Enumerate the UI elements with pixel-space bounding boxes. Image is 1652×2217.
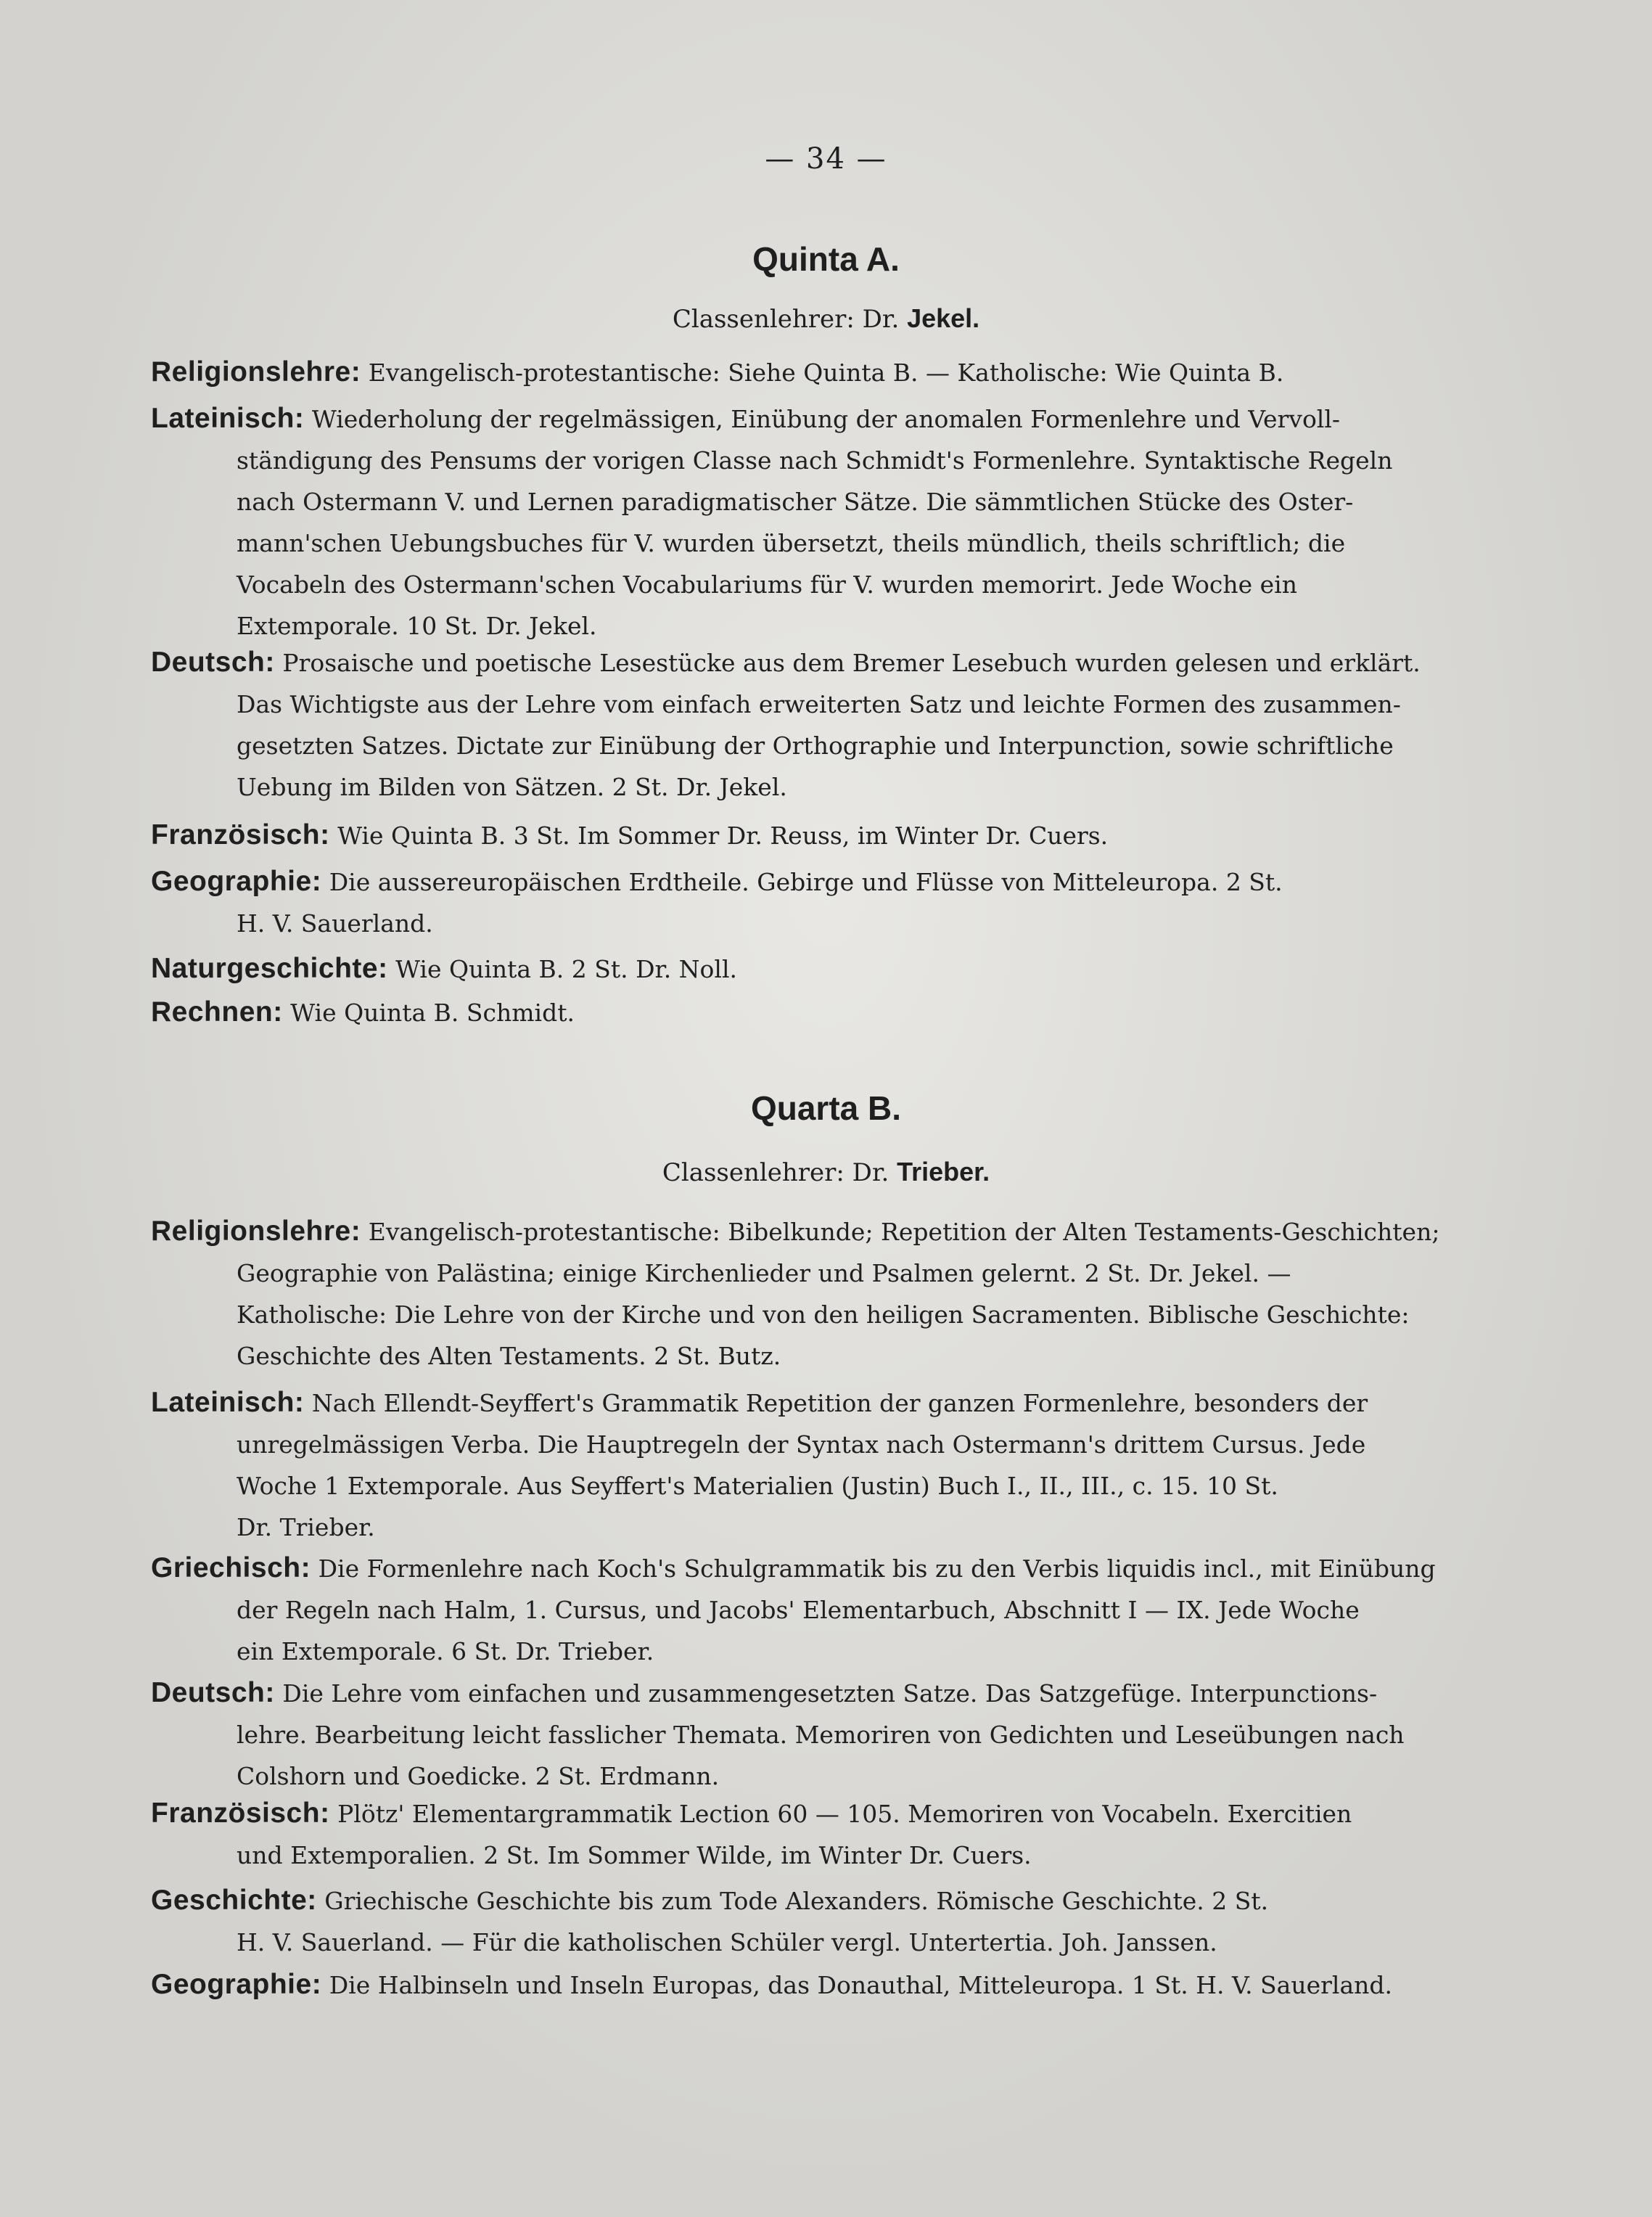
entry-franzoesisch [151, 814, 1537, 856]
subject-label: Religionslehre: [151, 1216, 361, 1247]
entry-line: Extemporale. 10 St. Dr. Jekel. [237, 612, 597, 640]
subject-label: Französisch: [151, 819, 330, 851]
subject-label: Geschichte: [151, 1885, 317, 1916]
entry-line: Wiederholung der regelmässigen, Einübung der anomalen Formenlehre und Vervoll- [311, 405, 1341, 433]
entry-naturgeschichte [151, 948, 1537, 990]
entry-line: Griechische Geschichte bis zum Tode Alexanders. Römische Geschichte. 2 St. [324, 1887, 1269, 1915]
entry-line: Die aussereuropäischen Erdtheile. Gebirge und Flüsse von Mitteleuropa. 2 St. [329, 868, 1283, 896]
teacher-label: Classenlehrer: Dr. [662, 1158, 889, 1187]
teacher-label: Classenlehrer: Dr. [672, 305, 900, 334]
subject-label: Lateinisch: [151, 1387, 305, 1418]
entry-line: Dr. Trieber. [237, 1513, 375, 1541]
entry-line: ständigung des Pensums der vorigen Classe nach Schmidt's Formenlehre. Syntaktische Regeln [237, 446, 1393, 475]
section-title-quarta-b: Quarta B. [750, 1089, 902, 1127]
teacher-name: Trieber. [897, 1157, 990, 1187]
entry-line: Die Lehre vom einfachen und zusammengesetzten Satze. Das Satzgefüge. Interpunctions- [282, 1679, 1378, 1708]
entry-line: H. V. Sauerland. [237, 909, 433, 938]
entry-line: Katholische: Die Lehre von der Kirche und von den heiligen Sacramenten. Biblische Geschichte: [237, 1300, 1410, 1329]
subject-label: Lateinisch: [151, 403, 305, 434]
subject-label: Rechnen: [151, 996, 283, 1028]
entry-line: Vocabeln des Ostermann'schen Vocabulariums für V. wurden memorirt. Jede Woche ein [237, 570, 1297, 599]
entry-religionslehre [151, 351, 1537, 393]
entry-geographie [151, 1964, 1537, 2006]
subject-label: Deutsch: [151, 1677, 275, 1708]
page-number: — 34 — [765, 142, 887, 176]
entry-line: Uebung im Bilden von Sätzen. 2 St. Dr. Jekel. [237, 773, 787, 801]
entry-line: unregelmässigen Verba. Die Hauptregeln der Syntax nach Ostermann's drittem Cursus. Jede [237, 1430, 1366, 1459]
subject-label: Geographie: [151, 1969, 322, 2000]
entry-deutsch [151, 642, 1537, 808]
entry-lateinisch [151, 398, 1537, 647]
entry-deutsch [151, 1672, 1537, 1797]
entry-line: Evangelisch-protestantische: Bibelkunde; Repetition der Alten Testaments-Geschichten; [368, 1218, 1440, 1246]
entry-rechnen [151, 991, 1537, 1033]
entry-line: und Extemporalien. 2 St. Im Sommer Wilde, im Winter Dr. Cuers. [237, 1841, 1032, 1869]
entry-line: der Regeln nach Halm, 1. Cursus, und Jacobs' Elementarbuch, Abschnitt I — IX. Jede Woche [237, 1596, 1360, 1624]
entry-line: Das Wichtigste aus der Lehre vom einfach erweiterten Satz und leichte Formen des zusammen- [237, 690, 1401, 718]
entry-line: Plötz' Elementargrammatik Lection 60 — 105. Memoriren von Vocabeln. Exercitien [337, 1800, 1352, 1828]
subject-label: Naturgeschichte: [151, 953, 388, 984]
entry-religionslehre [151, 1210, 1537, 1377]
entry-line: Prosaische und poetische Lesestücke aus dem Bremer Lesebuch wurden gelesen und erklärt. [282, 649, 1421, 677]
entry-line: lehre. Bearbeitung leicht fasslicher Themata. Memoriren von Gedichten und Leseübungen nach [237, 1721, 1405, 1749]
entry-franzoesisch [151, 1792, 1537, 1876]
entry-line: Evangelisch-protestantische: Siehe Quinta B. — Katholische: Wie Quinta B. [368, 358, 1284, 387]
entry-line: nach Ostermann V. und Lernen paradigmatischer Sätze. Die sämmtlichen Stücke des Oster- [237, 488, 1354, 516]
entry-line: Geographie von Palästina; einige Kirchenlieder und Psalmen gelernt. 2 St. Dr. Jekel. — [237, 1259, 1291, 1287]
entry-line: ein Extemporale. 6 St. Dr. Trieber. [237, 1637, 654, 1665]
subject-label: Deutsch: [151, 647, 275, 678]
entry-line: Colshorn und Goedicke. 2 St. Erdmann. [237, 1762, 720, 1790]
entry-line: gesetzten Satzes. Dictate zur Einübung der Orthographie und Interpunction, sowie schriftliche [237, 732, 1394, 760]
entry-line: Geschichte des Alten Testaments. 2 St. Butz. [237, 1342, 781, 1370]
class-teacher-quinta-a [0, 303, 1652, 334]
entry-griechisch [151, 1547, 1537, 1672]
entry-lateinisch [151, 1382, 1537, 1548]
entry-line: mann'schen Uebungsbuches für V. wurden übersetzt, theils mündlich, theils schriftlich; die [237, 529, 1346, 557]
subject-label: Religionslehre: [151, 356, 361, 388]
entry-line: Wie Quinta B. 2 St. Dr. Noll. [395, 955, 738, 983]
entry-line: Wie Quinta B. Schmidt. [290, 999, 575, 1027]
entry-line: Woche 1 Extemporale. Aus Seyffert's Materialien (Justin) Buch I., II., III., c. 15. 10 St. [237, 1472, 1278, 1500]
subject-label: Griechisch: [151, 1552, 311, 1583]
teacher-name: Jekel. [907, 303, 980, 333]
subject-label: Geographie: [151, 866, 322, 897]
entry-geographie [151, 861, 1537, 944]
entry-line: Wie Quinta B. 3 St. Im Sommer Dr. Reuss, im Winter Dr. Cuers. [337, 821, 1109, 850]
class-teacher-quarta-b [0, 1157, 1652, 1187]
entry-line: Nach Ellendt-Seyffert's Grammatik Repetition der ganzen Formenlehre, besonders der [311, 1389, 1368, 1417]
entry-line: Die Formenlehre nach Koch's Schulgrammatik bis zu den Verbis liquidis incl., mit Einübung [318, 1554, 1436, 1583]
entry-line: H. V. Sauerland. — Für die katholischen Schüler vergl. Untertertia. Joh. Janssen. [237, 1928, 1217, 1956]
section-title-quinta-a: Quinta A. [752, 240, 900, 278]
entry-line: Die Halbinseln und Inseln Europas, das Donauthal, Mitteleuropa. 1 St. H. V. Sauerland. [329, 1971, 1392, 1999]
entry-geschichte [151, 1880, 1537, 1963]
subject-label: Französisch: [151, 1798, 330, 1829]
